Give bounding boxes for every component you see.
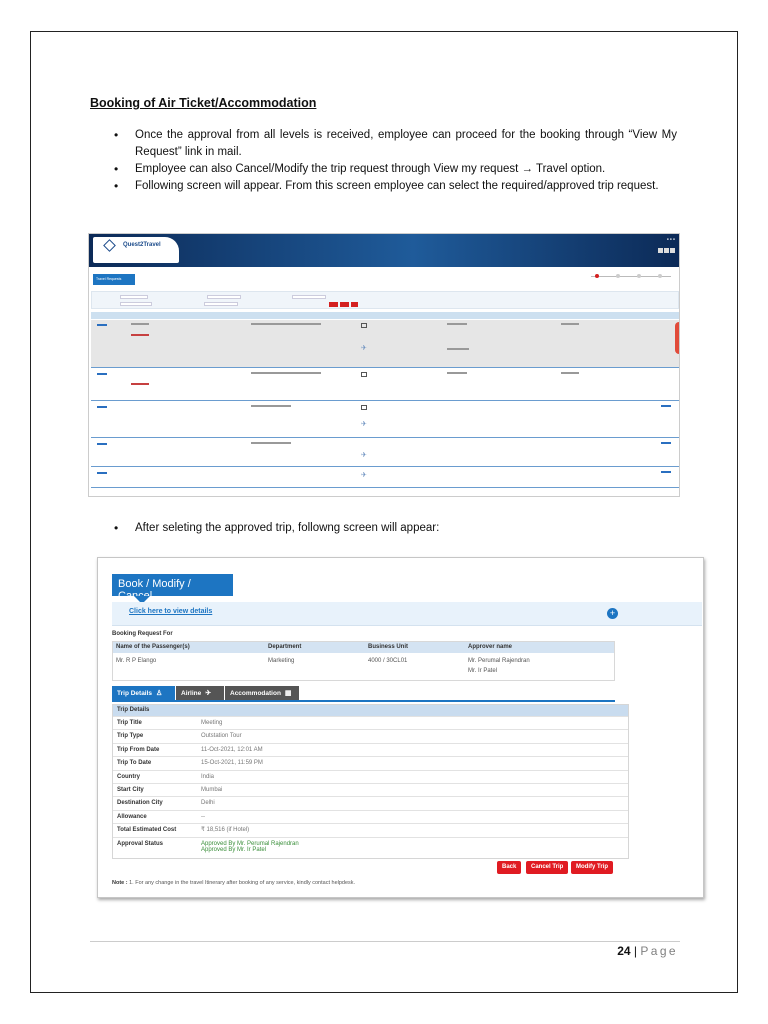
approver-name: Mr. Ir Patel (468, 668, 498, 674)
airplane-icon: ✈ (361, 452, 367, 459)
reset-button[interactable] (340, 302, 349, 307)
hotel-icon (361, 372, 367, 377)
detail-row: Total Estimated Cost ₹ 18,516 (if Hotel) (113, 823, 628, 836)
tab-label: Trip Details (117, 690, 153, 697)
book-modify-cancel-screenshot (97, 557, 704, 898)
header-icon[interactable] (664, 248, 669, 253)
tab-label: Accommodation (230, 690, 281, 697)
step-dot (616, 274, 620, 278)
booking-request-for-label: Booking Request For (112, 631, 173, 637)
header-icon[interactable] (658, 248, 663, 253)
bullet-item: • After seleting the approved trip, followng screen will appear: (114, 520, 677, 537)
page-number: 24 (617, 944, 631, 958)
expand-plus-icon[interactable]: + (607, 608, 618, 619)
table-row[interactable] (91, 369, 679, 401)
column-header: Name of the Passenger(s) (116, 644, 190, 650)
table-row[interactable] (91, 402, 679, 438)
details-bar (112, 602, 702, 626)
detail-row: Trip To Date 15-Oct-2021, 11:59 PM (113, 756, 628, 769)
header-links: ● ● ● (666, 237, 675, 241)
trip-details-header: Trip Details (113, 705, 628, 716)
filter-input[interactable] (120, 295, 148, 299)
filter-select[interactable] (204, 302, 238, 306)
passenger-name: Mr. R P Elango (116, 658, 157, 664)
table-row[interactable] (91, 439, 679, 467)
airplane-icon: ✈ (361, 421, 367, 428)
department: Marketing (268, 658, 295, 664)
passenger-table (112, 641, 615, 681)
header-icon[interactable] (670, 248, 675, 253)
footer-separator: | (633, 944, 638, 958)
step-dot (595, 274, 599, 278)
passenger-row (113, 653, 614, 681)
airplane-icon: ✈ (361, 345, 367, 352)
approval-status-row: Approval Status Approved By Mr. Perumal Rajendran Approved By Mr. Ir Patel (113, 837, 628, 858)
building-icon: ▦ (284, 690, 292, 697)
footer-divider (90, 941, 680, 942)
tab-accommodation[interactable] (225, 686, 299, 700)
section-heading: Booking of Air Ticket/Accommodation (90, 96, 317, 110)
cancel-trip-button[interactable]: Cancel Trip (526, 861, 568, 874)
travel-requests-screenshot (88, 233, 680, 497)
page-title: Book / Modify / Cancel (112, 574, 233, 596)
detail-row: Allowance -- (113, 810, 628, 823)
back-button[interactable]: Back (497, 861, 521, 874)
page-word: Page (640, 944, 678, 958)
requests-table-header (91, 312, 679, 319)
bullet-item: • Employee can also Cancel/Modify the trip request through View my request → Travel option. (114, 161, 677, 178)
approver-name: Mr. Perumal Rajendran (468, 658, 530, 664)
progress-steps (591, 272, 671, 286)
filter-date[interactable] (207, 295, 241, 299)
search-button[interactable] (329, 302, 338, 307)
airplane-icon: ✈ (205, 690, 212, 697)
table-row[interactable] (91, 468, 679, 488)
print-button[interactable] (351, 302, 358, 307)
app-header (89, 234, 679, 267)
tab-airline[interactable] (176, 686, 224, 700)
detail-row: Trip Title Meeting (113, 716, 628, 729)
detail-row: Start City Mumbai (113, 783, 628, 796)
note-text: Note : 1. For any change in the travel Itinerary after booking of any service, kindly contact helpdesk. (112, 880, 356, 886)
column-header: Department (268, 644, 302, 650)
bullet-item: • Once the approval from all levels is received, employee can proceed for the booking through “View My Request” link in mail. (114, 127, 677, 161)
step-dot (637, 274, 641, 278)
modify-trip-button[interactable]: Modify Trip (571, 861, 613, 874)
feedback-tab[interactable] (675, 322, 679, 354)
bullet-item: • Following screen will appear. From this screen employee can select the required/approved trip request. (114, 178, 677, 195)
quest2travel-logo (93, 237, 179, 263)
passenger-table-header (113, 642, 614, 653)
view-details-link[interactable]: Click here to view details (129, 608, 213, 615)
logo-mark-icon (103, 239, 116, 252)
detail-row: Trip Type Outstation Tour (113, 729, 628, 742)
page-footer (617, 944, 678, 958)
airplane-icon: ✈ (361, 472, 367, 479)
step-dot (658, 274, 662, 278)
column-header: Business Unit (368, 644, 409, 650)
trip-details-table (112, 704, 629, 859)
tab-label: Airline (181, 690, 202, 697)
detail-row: Country India (113, 770, 628, 783)
column-header: Approver name (468, 644, 513, 650)
filter-select[interactable] (120, 302, 152, 306)
bullet-list-top (114, 127, 677, 195)
filter-date[interactable] (292, 295, 326, 299)
bullet-list-bottom (114, 520, 677, 537)
logo-text: Quest2Travel (123, 242, 161, 248)
detail-row: Destination City Delhi (113, 796, 628, 809)
tab-travel-requests[interactable]: Travel Requests (93, 274, 135, 285)
detail-tabs (112, 686, 615, 702)
person-icon: ♙ (156, 690, 163, 697)
table-row[interactable] (91, 320, 679, 368)
hotel-icon (361, 323, 367, 328)
header-user-info (657, 248, 675, 254)
tab-trip-details[interactable] (112, 686, 175, 700)
detail-row: Trip From Date 11-Oct-2021, 12:01 AM (113, 743, 628, 756)
filter-panel (91, 291, 679, 309)
business-unit: 4000 / 30CL01 (368, 658, 408, 664)
hotel-icon (361, 405, 367, 410)
